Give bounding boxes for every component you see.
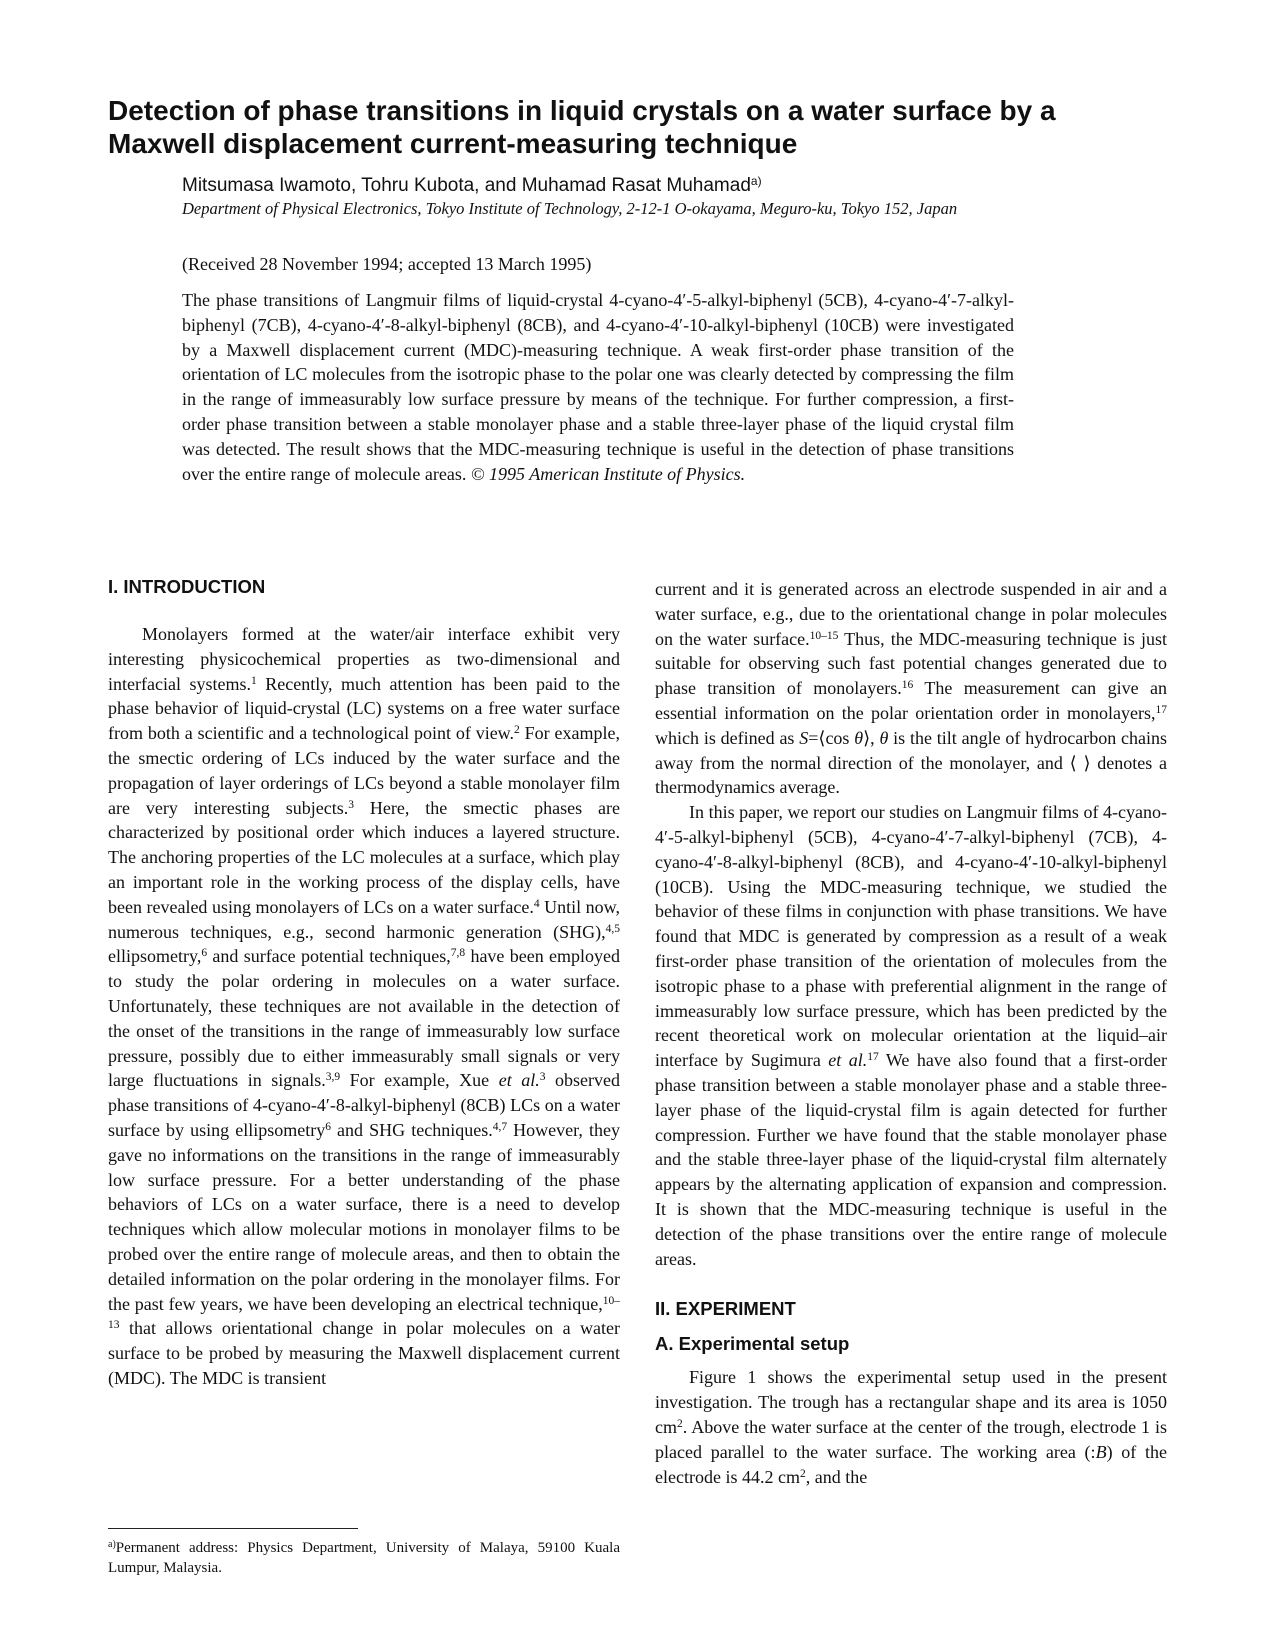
et-al: et al.: [828, 1050, 868, 1071]
intro-paragraph: [108, 622, 620, 1391]
superscript: 2: [799, 1467, 806, 1480]
subsection-heading-setup: A. Experimental setup: [655, 1333, 850, 1355]
math-symbol: θ: [854, 727, 864, 748]
intro-paragraph-continued: [655, 577, 1167, 800]
received-dates: (Received 28 November 1994; accepted 13 March 1995): [182, 254, 592, 274]
body-text: Monolayers formed at the water/air interface exhibit very interesting physicochemical properties as two-dimensional and interfacial systems.: [108, 624, 620, 694]
body-text: However, they gave no informations on the transitions in the range of immeasurably low surface pressure. For a better understanding of the phase behaviors of LCs on a water surface, there is a need to develop techniques which allow molecular motions in monolayer films to be probed over the entire range of molecule areas, and then to obtain the detailed information on the polar ordering in the monolayer films. For the past few years, we have been developing an electrical technique,: [108, 1119, 620, 1314]
body-text: that allows orientational change in polar molecules on a water surface to be probed by measuring the Maxwell displacement current (MDC). The MDC is transient: [108, 1318, 620, 1388]
section-heading-introduction: I. INTRODUCTION: [108, 576, 266, 597]
body-text: current and it is generated across an electrode suspended in air and a water surface, e.g., due to the orientational change in polar molecules on the water surface.: [655, 579, 1167, 649]
body-text: . Above the water surface at the center of the trough, electrode 1 is placed parallel to the water surface. The working area (:: [655, 1416, 1167, 1462]
body-text: have been employed to study the polar ordering in molecules on a water surface. Unfortunately, these techniques are not available in the detection of the onset of the transitions in the range of immeasurably low surface pressure, possibly due to either immeasurably small signals or very large fluctuations in signals.: [108, 946, 620, 1091]
abstract-text: The phase transitions of Langmuir films of liquid-crystal 4-cyano-4′-5-alkyl-biphenyl (5CB), 4-cyano-4′-7-alkyl-biphenyl (7CB), 4-cyano-4′-8-alkyl-biphenyl (8CB), and 4-cyano-4′-10-alkyl-biphenyl (10CB) were investigated by a Maxwell displacement current (MDC)-measuring technique. A weak first-order phase transition of the orientation of LC molecules from the isotropic phase to the polar one was clearly detected by compressing the film in the range of immeasurably low surface pressure by means of the technique. For further compression, a first-order phase transition between a stable monolayer phase and a stable three-layer phase of the liquid crystal film was detected. The result shows that the MDC-measuring technique is useful in the detection of phase transitions over the entire range of molecule areas.: [182, 290, 1014, 484]
body-text: For example, the smectic ordering of LCs induced by the water surface and the propagation of layer orderings of LCs beyond a stable monolayer film are very interesting subjects.: [108, 723, 620, 818]
body-text: ⟩,: [863, 727, 880, 748]
author-list: [182, 174, 1082, 198]
citation: 17: [1155, 703, 1167, 716]
citation: 17: [867, 1051, 879, 1064]
footnote-text: Permanent address: Physics Department, University of Malaya, 59100 Kuala Lumpur, Malaysia.: [108, 1540, 620, 1576]
superscript: 2: [677, 1417, 683, 1430]
body-text: and surface potential techniques,: [207, 946, 451, 967]
citation: 4: [533, 897, 540, 910]
section-heading-experiment: II. EXPERIMENT: [655, 1298, 796, 1320]
citation: 3: [539, 1071, 546, 1084]
body-text: =⟨cos: [808, 727, 855, 748]
et-al: et al.: [498, 1070, 540, 1091]
body-text: Recently, much attention has been paid to the phase behavior of liquid-crystal (LC) systems on a free water surface from both a scientific and a technological point of view.: [108, 673, 620, 744]
footnote-divider: [108, 1528, 358, 1529]
paper-title: Detection of phase transitions in liquid crystals on a water surface by a Maxwell displacement current-measuring technique: [108, 95, 1056, 159]
body-text: Here, the smectic phases are characterized by positional order which induces a layered structure. The anchoring properties of the LC molecules at a surface, which play an important role in the working process of the display cells, have been revealed using monolayers of LCs on a water surface.: [108, 797, 620, 917]
body-text: Figure 1 shows the experimental setup used in the present investigation. The trough has a rectangular shape and its area is 1050 cm: [655, 1367, 1167, 1437]
citation: 4,7: [492, 1120, 508, 1133]
author-footnote-mark: a): [750, 174, 762, 188]
math-symbol: B: [1095, 1441, 1107, 1462]
body-text: In this paper, we report our studies on Langmuir films of 4-cyano-4′-5-alkyl-biphenyl (5CB), 4-cyano-4′-7-alkyl-biphenyl (7CB), 4-cyano-4′-8-alkyl-biphenyl (8CB), and 4-cyano-4′-10-alkyl-biphenyl (10CB). Using the MDC-measuring technique, we studied the behavior of these films in conjunction with phase transitions. We have found that MDC is generated by compression as a result of a weak first-order phase transition of the orientation of molecules from the isotropic phase to a phase with preferential alignment in the range of immeasurably low surface pressure, which has been predicted by the recent theoretical work on molecular orientation at the liquid–air interface by Sugimura: [655, 802, 1167, 1071]
citation: 7,8: [450, 947, 466, 960]
footnote-mark: a): [108, 1539, 116, 1550]
affiliation: Department of Physical Electronics, Tokyo Institute of Technology, 2-12-1 O-okayama, Meguro-ku, Tokyo 152, Japan: [182, 199, 958, 218]
body-text: which is defined as: [655, 727, 800, 748]
footnote: [108, 1538, 620, 1578]
citation: 3,9: [325, 1071, 341, 1084]
body-text: and SHG techniques.: [330, 1119, 493, 1140]
body-text: The measurement can give an essential information on the polar orientation order in monolayers,: [655, 678, 1167, 723]
experiment-paragraph: [655, 1365, 1167, 1489]
body-text: Until now, numerous techniques, e.g., second harmonic generation (SHG),: [108, 896, 620, 942]
citation: 10–15: [809, 629, 839, 642]
citation: 16: [901, 679, 914, 692]
body-text: ) of the electrode is 44.2 cm: [655, 1441, 1168, 1487]
citation: 6: [201, 947, 208, 960]
abstract: [182, 288, 1014, 486]
citation: 6: [325, 1120, 331, 1133]
math-symbol: θ: [879, 727, 889, 748]
math-symbol: S: [799, 727, 809, 748]
body-text: ellipsometry,: [108, 946, 202, 967]
body-text: , and the: [805, 1466, 868, 1487]
author-names: Mitsumasa Iwamoto, Tohru Kubota, and Muhamad Rasat Muhamad: [182, 175, 751, 196]
citation: 4,5: [605, 922, 620, 935]
copyright-notice: © 1995 American Institute of Physics.: [470, 463, 746, 484]
body-text: is the tilt angle of hydrocarbon chains away from the normal direction of the monolayer, and ⟨ ⟩ denotes a thermodynamics average.: [655, 727, 1168, 798]
body-text: observed phase transitions of 4-cyano-4′-8-alkyl-biphenyl (8CB) LCs on a water surface by using ellipsometry: [108, 1070, 620, 1140]
body-text: We have also found that a first-order phase transition between a stable monolayer phase and a stable three-layer phase of the liquid-crystal film is again detected for further compression. Further we have found that the stable monolayer phase and the stable three-layer phase of the liquid-crystal film alternately appears by the alternating application of expansion and compression. It is shown that the MDC-measuring technique is useful in the detection of the phase transitions over the entire range of molecule areas.: [655, 1050, 1167, 1269]
body-text: For example, Xue: [340, 1070, 499, 1091]
citation: 2: [514, 724, 520, 737]
left-column: [108, 575, 620, 1391]
intro-paragraph: [655, 800, 1167, 1271]
body-text: Thus, the MDC-measuring technique is just suitable for observing such fast potential changes generated due to phase transition of monolayers.: [655, 628, 1167, 699]
right-column: [655, 577, 1167, 1489]
citation: 10–13: [108, 1294, 620, 1332]
citation: 1: [250, 674, 257, 687]
citation: 3: [348, 798, 354, 811]
